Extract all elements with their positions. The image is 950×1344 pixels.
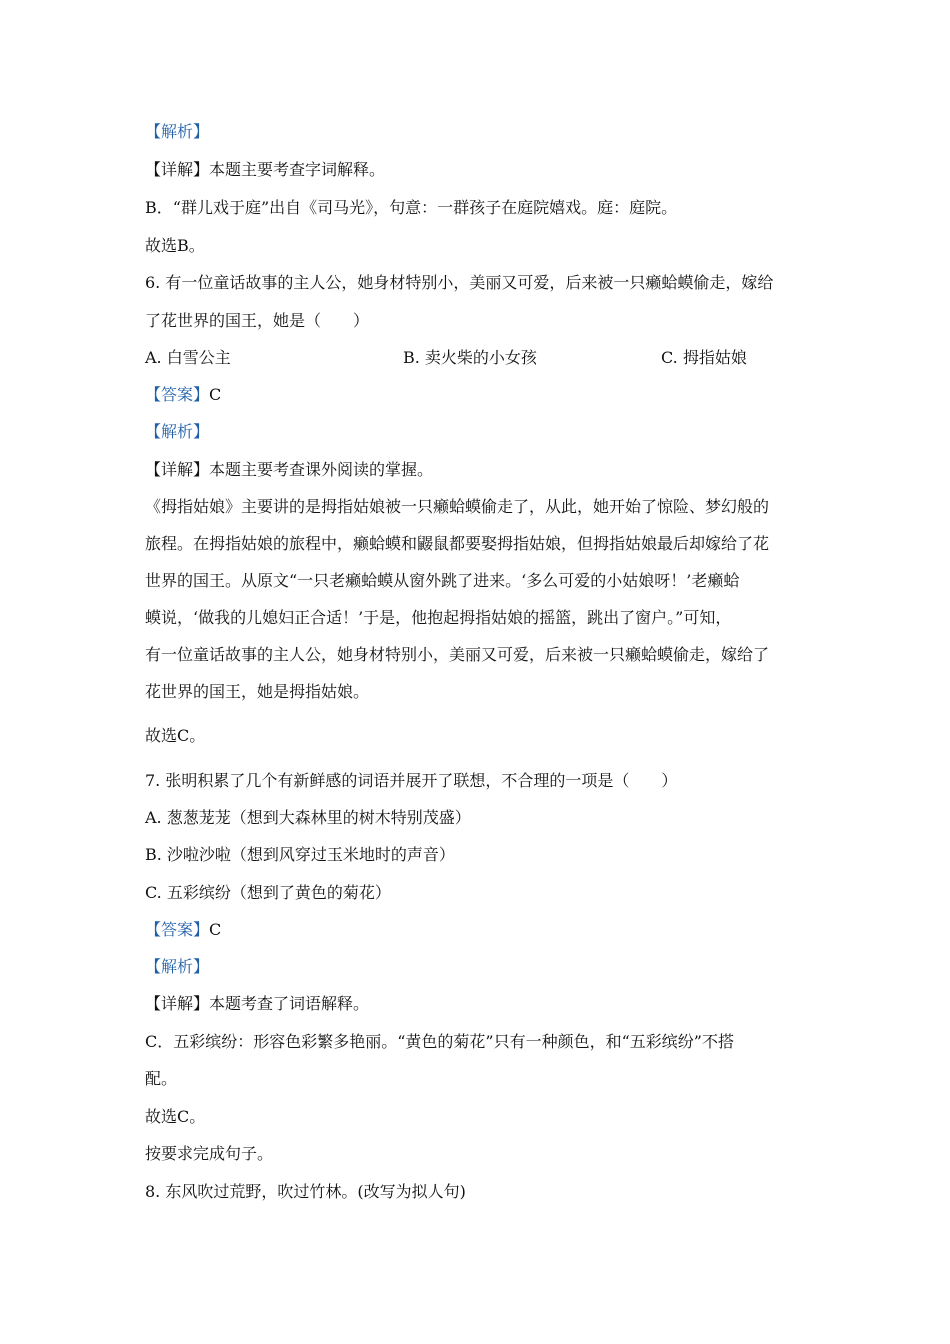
q7-option-a: A. 葱葱茏茏（想到大森林里的树木特别茂盛） bbox=[145, 808, 471, 827]
q6-option-a: A. 白雪公主 bbox=[145, 348, 231, 367]
q7-detail bbox=[145, 993, 825, 1015]
q7-conclusion: 故选C。 bbox=[145, 1107, 206, 1126]
q7-analysis-tag: 【解析】 bbox=[145, 957, 210, 976]
q6-answer bbox=[145, 384, 825, 406]
q6-conclusion: 故选C。 bbox=[145, 726, 206, 745]
q7-explain-line2: 配。 bbox=[145, 1069, 178, 1088]
q7-detail-tag: 【详解】 bbox=[145, 994, 210, 1013]
q6-analysis-tag: 【解析】 bbox=[145, 422, 210, 441]
q5-detail-tag: 【详解】 bbox=[145, 160, 210, 179]
q6-option-b: B. 卖火柴的小女孩 bbox=[403, 348, 537, 367]
q6-explain-line: 旅程。在拇指姑娘的旅程中，癞蛤蟆和鼹鼠都要娶拇指姑娘，但拇指姑娘最后却嫁给了花 bbox=[145, 534, 770, 553]
q6-detail-text: 本题主要考查课外阅读的掌握。 bbox=[209, 460, 434, 479]
q6-explain-line: 花世界的国王，她是拇指姑娘。 bbox=[145, 682, 370, 701]
q7-answer-value: C bbox=[209, 920, 222, 939]
q5-conclusion: 故选B。 bbox=[145, 236, 205, 255]
q6-answer-value: C bbox=[209, 385, 222, 404]
q5-detail-text: 本题主要考查字词解释。 bbox=[209, 160, 386, 179]
q6-answer-tag: 【答案】 bbox=[145, 385, 210, 404]
q5-explain: B．“群儿戏于庭”出自《司马光》，句意：一群孩子在庭院嬉戏。庭：庭院。 bbox=[145, 198, 678, 217]
q7-detail-text: 本题考查了词语解释。 bbox=[209, 994, 370, 1013]
q6-option-c: C. 拇指姑娘 bbox=[661, 348, 747, 367]
q7-answer-tag: 【答案】 bbox=[145, 920, 210, 939]
q7-option-c: C. 五彩缤纷（想到了黄色的菊花） bbox=[145, 883, 391, 902]
q6-options bbox=[145, 347, 825, 369]
q6-detail bbox=[145, 459, 825, 481]
q7-option-b: B. 沙啦沙啦（想到风穿过玉米地时的声音） bbox=[145, 845, 455, 864]
q7-explain-line1: C．五彩缤纷：形容色彩繁多艳丽。“黄色的菊花”只有一种颜色，和“五彩缤纷”不搭 bbox=[145, 1032, 734, 1051]
q6-explain-line: 蟆说，‘做我的儿媳妇正合适！’于是，他抱起拇指姑娘的摇篮，跳出了窗户。”可知， bbox=[145, 608, 732, 627]
q6-explain-line: 有一位童话故事的主人公，她身材特别小，美丽又可爱，后来被一只癞蛤蟆偷走，嫁给了 bbox=[145, 645, 770, 664]
q6-explain-line: 世界的国王。从原文“一只老癞蛤蟆从窗外跳了进来。‘多么可爱的小姑娘呀！’老癞蛤 bbox=[145, 571, 740, 590]
q5-analysis-tag: 【解析】 bbox=[145, 122, 210, 141]
q7-answer bbox=[145, 919, 825, 941]
section-instruction: 按要求完成句子。 bbox=[145, 1144, 274, 1163]
q6-detail-tag: 【详解】 bbox=[145, 460, 210, 479]
q7-stem: 7. 张明积累了几个有新鲜感的词语并展开了联想，不合理的一项是（ ） bbox=[145, 771, 678, 790]
q6-stem-line1: 6. 有一位童话故事的主人公，她身材特别小，美丽又可爱，后来被一只癞蛤蟆偷走，嫁给 bbox=[145, 273, 774, 292]
q5-detail bbox=[145, 159, 825, 181]
q8-stem: 8. 东风吹过荒野，吹过竹林。(改写为拟人句) bbox=[145, 1182, 466, 1201]
q6-explain-line: 《拇指姑娘》主要讲的是拇指姑娘被一只癞蛤蟆偷走了，从此，她开始了惊险、梦幻般的 bbox=[145, 497, 770, 516]
q6-stem-line2: 了花世界的国王，她是（ ） bbox=[145, 311, 370, 330]
